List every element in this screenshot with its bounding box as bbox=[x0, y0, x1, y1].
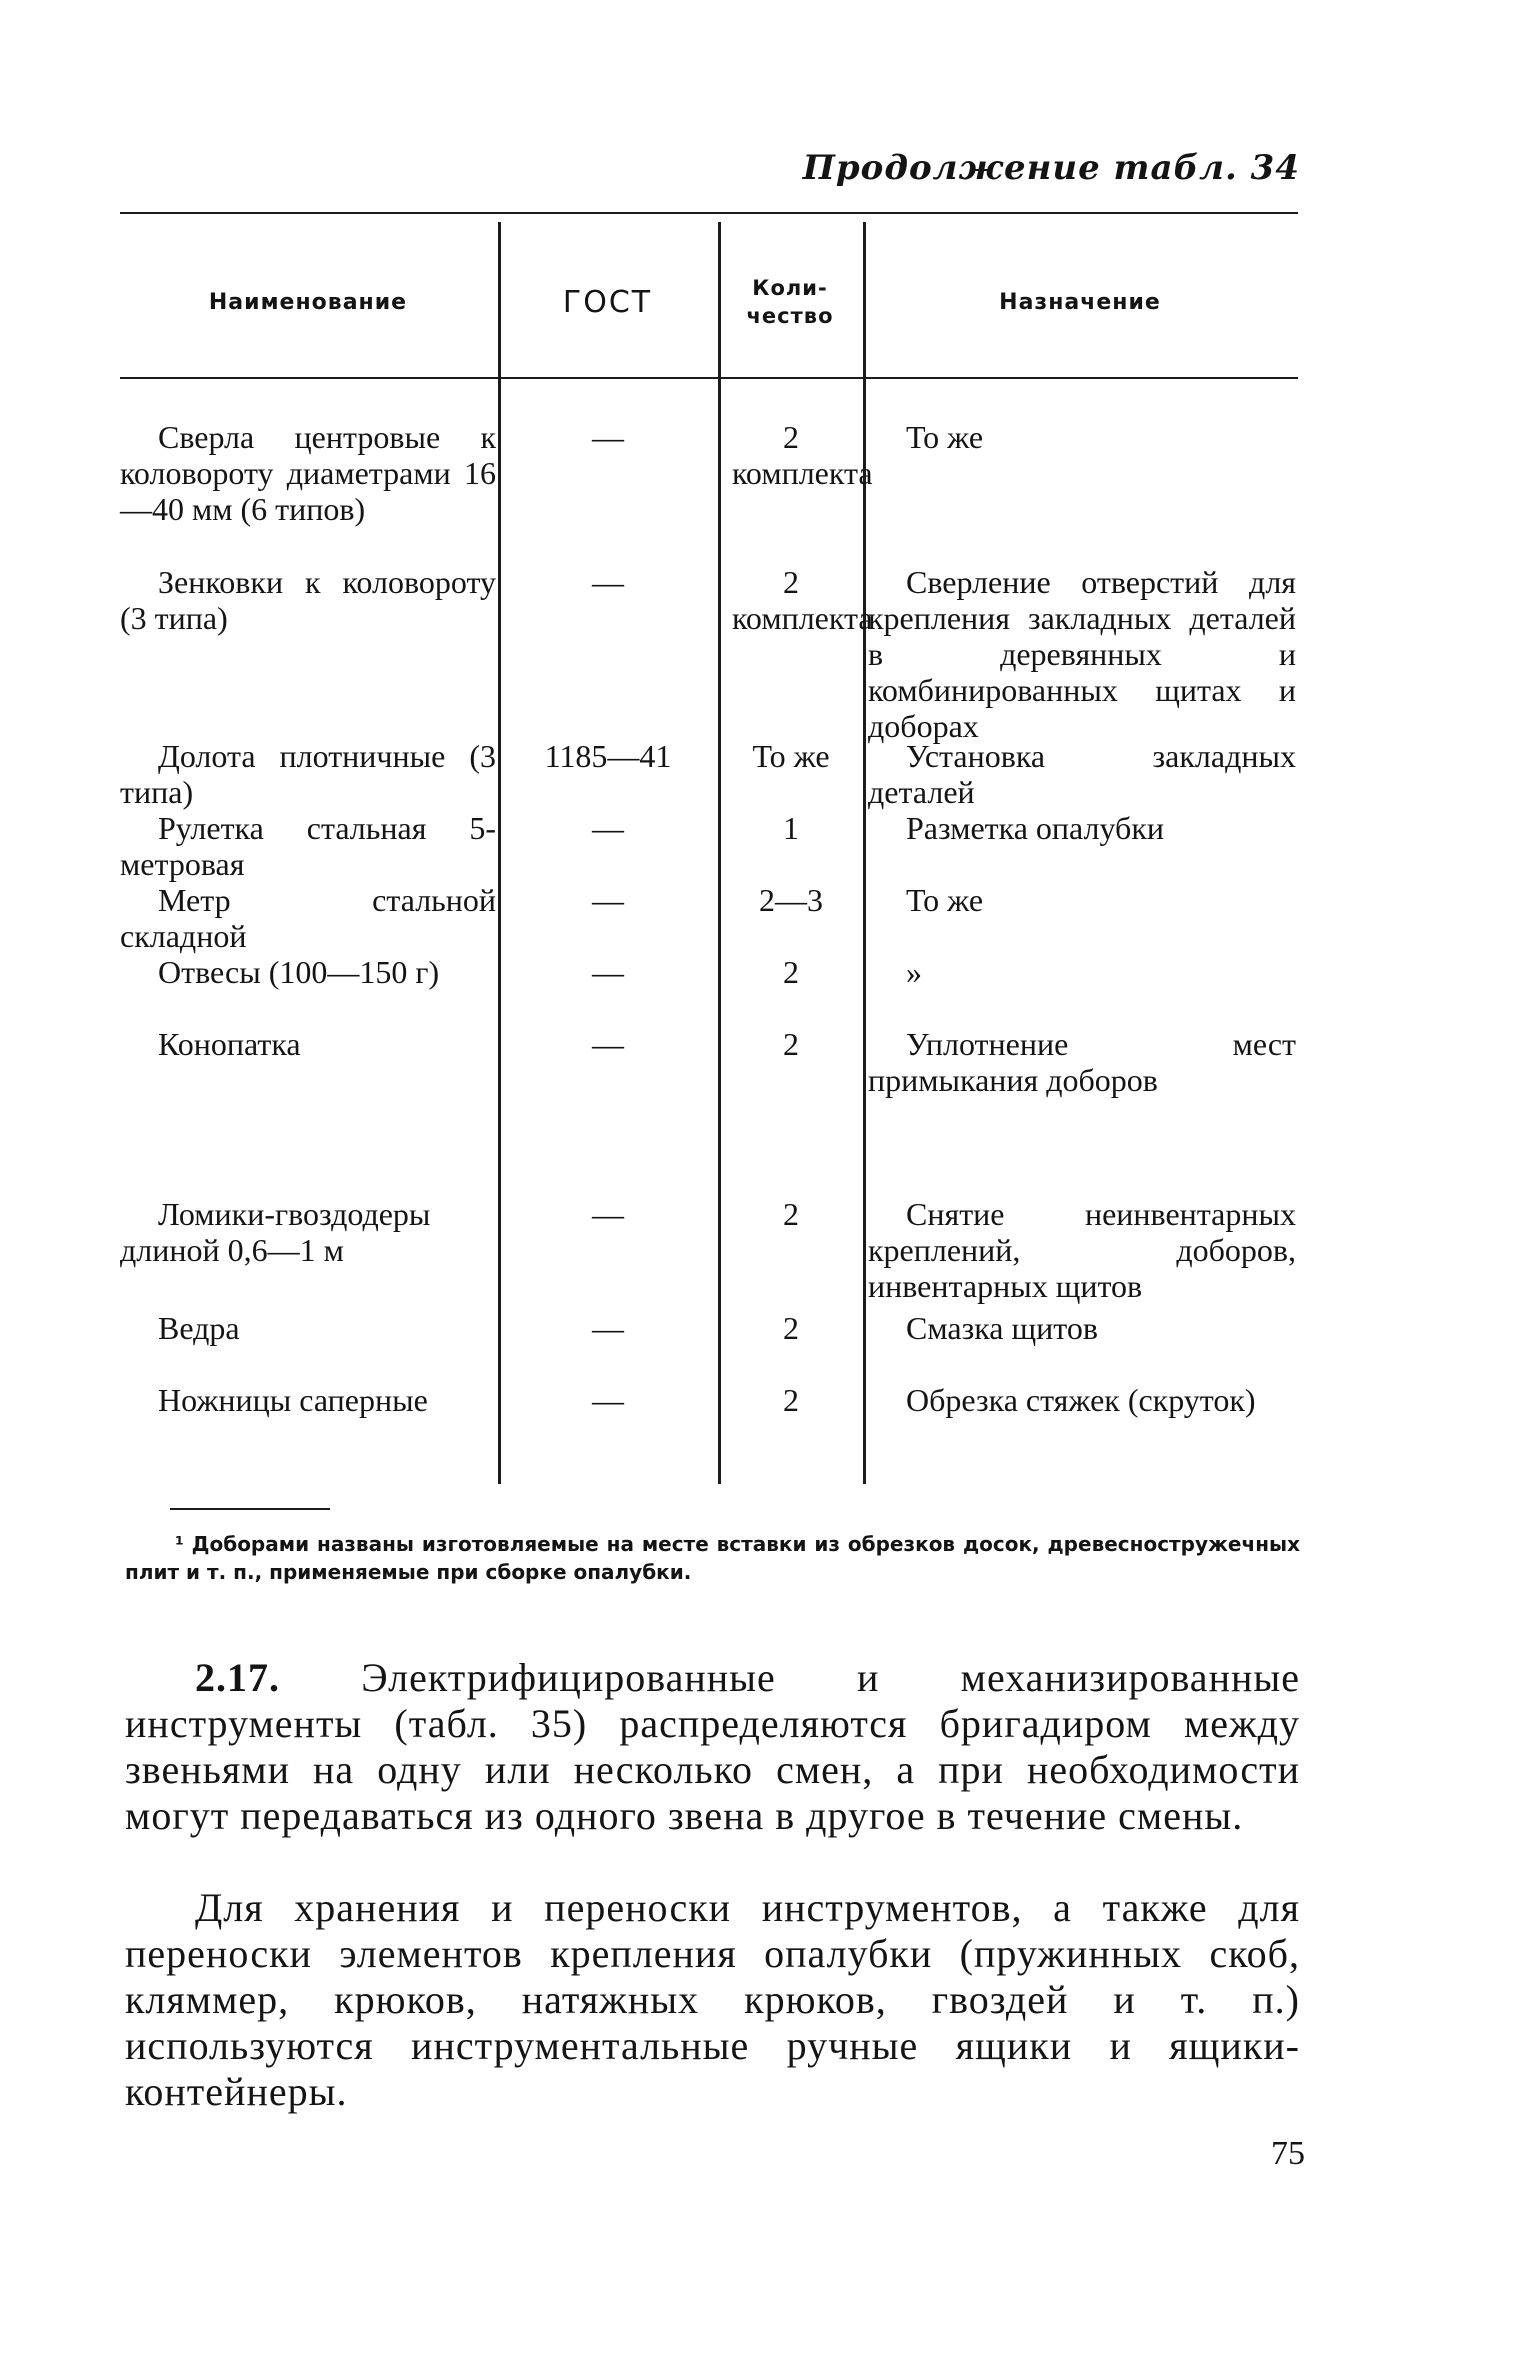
table-top-rule bbox=[120, 212, 1298, 214]
row-purpose: Сверление отверстий для крепления закладных деталей в деревянных и комбинированных щитах и доборах bbox=[868, 564, 1296, 744]
footnote bbox=[125, 1530, 1300, 1586]
row-gost: — bbox=[592, 564, 624, 600]
row-name: Отвесы (100—150 г) bbox=[158, 954, 440, 990]
row-gost: — bbox=[592, 810, 624, 846]
table-continuation-title: Продолжение табл. 34 bbox=[802, 148, 1300, 188]
row-name: Конопатка bbox=[158, 1026, 301, 1062]
paragraph-text: Для хранения и переноски инструментов, а также для переноски элементов крепления опалубки (пружинных скоб, кляммер, крюков, натяжных крюков, гвоздей и т. п.) используются инструментальные ручные ящики и ящики-контейнеры. bbox=[125, 1885, 1300, 2114]
row-name: Ножницы саперные bbox=[158, 1382, 428, 1418]
row-gost: — bbox=[592, 1026, 624, 1062]
paragraph-storage bbox=[125, 1885, 1300, 2115]
row-purpose: Установка закладных деталей bbox=[868, 738, 1296, 810]
row-purpose: Уплотнение мест примыкания доборов bbox=[868, 1026, 1296, 1098]
row-quantity: То же bbox=[752, 738, 830, 774]
row-quantity: 2 bbox=[783, 954, 799, 990]
row-name: Метр стальной складной bbox=[120, 882, 496, 954]
paragraph-text: Электрифицированные и механизированные инструменты (табл. 35) распределяются бригадиром между звеньями на одну или несколько смен, а при необходимости могут передаваться из одного звена в другое в течение смены. bbox=[125, 1655, 1301, 1838]
row-gost: — bbox=[592, 1196, 624, 1232]
row-purpose: Обрезка стяжек (скруток) bbox=[906, 1382, 1256, 1418]
column-divider bbox=[498, 222, 501, 1484]
footnote-rule bbox=[170, 1508, 330, 1510]
row-purpose: То же bbox=[906, 419, 984, 455]
table-header-rule bbox=[120, 377, 1298, 379]
footnote-marker: ¹ bbox=[175, 1532, 184, 1556]
row-gost: — bbox=[592, 1382, 624, 1418]
row-quantity: 2 bbox=[783, 1026, 799, 1062]
footnote-text: Доборами названы изготовляемые на месте вставки из обрезков досок, древесностружечных плит и т. п., применяемые при сборке опалубки. bbox=[125, 1532, 1301, 1584]
header-name: Наименование bbox=[208, 289, 408, 315]
row-gost: — bbox=[592, 882, 624, 918]
tools-table bbox=[120, 212, 1298, 1482]
row-quantity: 2 комплекта bbox=[732, 564, 873, 636]
row-name: Зенковки к коловороту (3 типа) bbox=[120, 564, 496, 636]
row-purpose: Смазка щитов bbox=[906, 1310, 1098, 1346]
row-name: Ломики-гвоздодеры длиной 0,6—1 м bbox=[120, 1196, 431, 1268]
row-gost: — bbox=[592, 419, 624, 455]
row-gost: — bbox=[592, 1310, 624, 1346]
column-divider bbox=[863, 222, 866, 1484]
row-purpose: » bbox=[906, 954, 922, 990]
row-quantity: 2 bbox=[783, 1310, 799, 1346]
row-name: Рулетка стальная 5-метровая bbox=[120, 810, 496, 882]
row-purpose: Разметка опалубки bbox=[906, 810, 1164, 846]
row-quantity: 2—3 bbox=[759, 882, 823, 918]
header-quantity-line1: Коли- bbox=[752, 276, 828, 300]
column-divider bbox=[718, 222, 721, 1484]
paragraph-2-17 bbox=[125, 1655, 1300, 1839]
row-quantity: 2 bbox=[783, 1196, 799, 1232]
row-name: Ведра bbox=[158, 1310, 240, 1346]
row-quantity: 2 комплекта bbox=[732, 419, 873, 491]
row-gost: 1185—41 bbox=[544, 738, 672, 774]
header-quantity bbox=[720, 232, 860, 372]
row-quantity: 2 bbox=[783, 1382, 799, 1418]
row-purpose: Снятие неинвентарных креплений, доборов, инвентарных щитов bbox=[868, 1196, 1296, 1304]
row-purpose: То же bbox=[906, 882, 984, 918]
header-gost: ГОСТ bbox=[562, 284, 653, 320]
header-purpose: Назначение bbox=[999, 289, 1161, 315]
row-name: Сверла центровые к коловороту диаметрами 16—40 мм (6 типов) bbox=[120, 419, 496, 527]
header-quantity-line2: чество bbox=[746, 304, 834, 328]
paragraph-number: 2.17. bbox=[195, 1655, 280, 1700]
row-quantity: 1 bbox=[783, 810, 799, 846]
row-gost: — bbox=[592, 954, 624, 990]
row-name: Долота плотничные (3 типа) bbox=[120, 738, 496, 810]
page-number: 75 bbox=[1271, 2135, 1305, 2172]
